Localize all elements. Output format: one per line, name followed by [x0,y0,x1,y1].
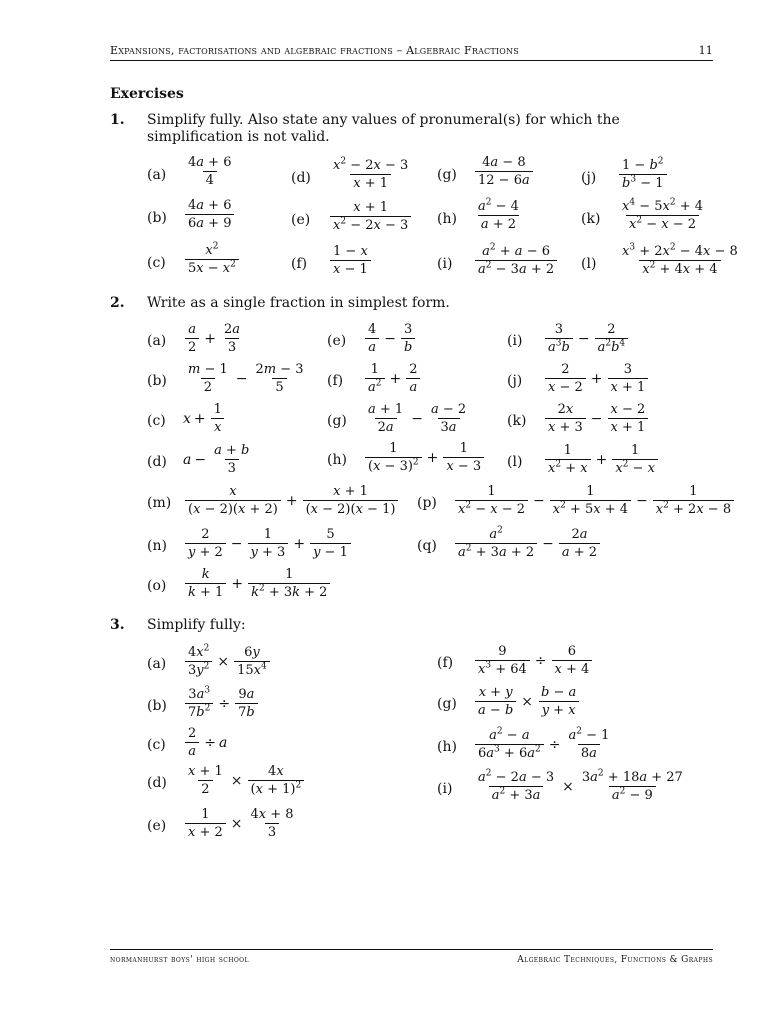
q2-label-m: (m) [147,495,172,511]
q3-label-b: (b) [147,698,167,714]
q2-expr-f: 1 $a^2$ + $\frac{2}{a}$ [363,362,423,395]
q2-label-e: (e) [327,333,347,349]
q3-label-g: (g) [437,696,457,712]
q2-expr-m: x (x − 2)(x + 2) + $\frac{x + 1}{(x - 2)(x - 1)}$ [183,484,400,517]
q3-expr-i: $\frac{a^2 - 2a - 3}{a^2 + 3a}$ × $\frac{3a^2 + 18a + 27}{a^2 - 9}$ [478,768,683,803]
q1-label-b: (b) [147,210,167,226]
q3-label-e: (e) [147,818,167,834]
q1-expr-e: x + 1 $x^2 - 2x - 3$ [328,200,413,233]
q1-label-c: (c) [147,255,166,271]
q3-label-c: (c) [147,737,166,753]
q2-label-i: (i) [507,333,523,349]
q2-expr-d: a − $\frac{a + b}{3}$ [183,443,250,476]
header-title: Expansions, factorisations and algebraic fractions – Algebraic Fractions [110,44,519,57]
q2-label-f: (f) [327,373,344,389]
q2-expr-c: x + $\frac{1}{x}$ [183,402,227,435]
question-1-number: 1. [110,112,125,128]
q1-label-l: (l) [581,256,597,272]
q1-expr-g: 4a − 8 12 − 6a [473,155,535,188]
question-1-text: Simplify fully. Also state any values of pronumeral(s) for which the simplification is not valid. [147,112,620,145]
page-number: 11 [698,44,713,57]
q1-expr-j: $1 - b^2$ $b^3 - 1$ [617,158,669,191]
q1-expr-a: 4a + 6 4 [188,155,232,188]
q2-label-h: (h) [327,452,347,468]
q2-expr-h: 1 $(x - 3)^2$ + $\frac{1}{x - 3}$ [363,441,486,474]
q2-expr-i: 3 $a^3b$ − $\frac{2}{a^2b^4}$ [543,322,630,355]
q3-label-f: (f) [437,655,454,671]
q2-expr-n: 2 y + 2 − $\frac{1}{y + 3}$ + $\frac{5}{y - 1}$ [183,527,353,560]
q1-label-d: (d) [291,170,311,186]
q2-expr-j: 2 x − 2 + $\frac{3}{x + 1}$ [543,362,650,395]
q3-expr-a: $\frac{4x^2}{3y^2}$ × $\frac{6y}{15x^4}$ [183,645,272,678]
q1-expr-c: $x^2$ $5x - x^2$ [183,243,241,276]
q3-expr-h: $\frac{a^2 - a}{6a^3 + 6a^2}$ ÷ $\frac{a^2 - 1}{8a}$ [473,728,614,761]
q2-expr-a: a 2 + $\frac{2a}{3}$ [183,322,245,355]
footer-rule [110,949,713,950]
exercises-heading: Exercises [110,86,184,102]
q1-label-j: (j) [581,170,597,186]
q1-expr-h: $a^2 - 4$ a + 2 [478,197,519,232]
q1-expr-k: $x^4 - 5x^2 + 4$ $x^2 - x - 2$ [622,197,704,232]
q3-label-h: (h) [437,739,457,755]
q2-label-d: (d) [147,454,167,470]
question-2-number: 2. [110,295,125,311]
q1-expr-d: $x^2 - 2x - 3$ x + 1 [333,156,409,191]
q1-label-k: (k) [581,211,601,227]
q2-label-l: (l) [507,454,523,470]
q3-expr-c: $\frac{2}{a}$ ÷ a [183,726,227,759]
footer-course: Algebraic Techniques, Functions & Graphs [517,955,713,965]
q2-expr-b: m − 1 2 − $\frac{2m - 3}{5}$ [188,362,304,395]
q2-label-p: (p) [417,495,437,511]
q3-label-i: (i) [437,781,453,797]
q2-label-o: (o) [147,578,167,594]
q1-expr-f: 1 − x x − 1 [328,244,373,277]
q2-label-c: (c) [147,413,166,429]
q1-expr-l: $x^3 + 2x^2 - 4x - 8$ $x^2 + 4x + 4$ [622,242,738,277]
q2-expr-q: $a^2$ $a^2 + 3a + 2$ − $\frac{2a}{a + 2}$ [453,527,602,560]
q2-label-b: (b) [147,373,167,389]
page-header [110,44,713,57]
question-3-text: Simplify fully: [147,617,246,633]
q2-label-k: (k) [507,413,527,429]
q1-label-f: (f) [291,256,308,272]
q3-expr-e: $\frac{1}{x + 2}$ × $\frac{4x + 8}{3}$ [183,807,299,840]
q2-label-q: (q) [417,538,437,554]
q1-label-g: (g) [437,167,457,183]
q3-expr-g: $\frac{x + y}{a - b}$ × $\frac{b - a}{y + x}$ [473,685,581,718]
page-footer [110,955,713,965]
q2-expr-o: k k + 1 + $\frac{1}{k^2 + 3k + 2}$ [183,567,332,600]
question-3-number: 3. [110,617,125,633]
q2-expr-e: 4 a − $\frac{3}{b}$ [363,322,417,355]
q3-expr-d: $\frac{x + 1}{2}$ × $\frac{4x}{(x + 1)^2}$ [183,764,306,797]
q3-label-a: (a) [147,656,167,672]
footer-school: normanhurst boys' high school [110,955,249,965]
q2-label-j: (j) [507,373,523,389]
q2-label-a: (a) [147,333,167,349]
q3-expr-b: $\frac{3a^3}{7b^2}$ ÷ $\frac{9a}{7b}$ [183,687,260,720]
header-rule [110,60,713,61]
q1-expr-b: 4a + 6 6a + 9 [183,198,236,231]
q2-label-g: (g) [327,413,347,429]
q1-label-e: (e) [291,212,311,228]
q1-expr-i: $a^2 + a - 6$ $a^2 - 3a + 2$ [473,244,559,277]
question-2-text: Write as a single fraction in simplest form. [147,295,450,311]
q2-expr-g: a + 1 2a − $\frac{a - 2}{3a}$ [368,402,467,435]
q3-label-d: (d) [147,775,167,791]
q2-expr-p: 1 $x^2 - x - 2$ − $\frac{1}{x^2 + 5x + 4}$ − $\frac{1}{x^2 + 2x - 8}$ [453,484,736,517]
q3-expr-f: $\frac{9}{x^3 + 64}$ ÷ $\frac{6}{x + 4}$ [473,644,594,677]
q1-label-a: (a) [147,167,167,183]
q1-label-h: (h) [437,211,457,227]
q2-expr-k: 2x x + 3 − $\frac{x - 2}{x + 1}$ [543,402,650,435]
q1-label-i: (i) [437,256,453,272]
q2-label-n: (n) [147,538,167,554]
q2-expr-l: 1 $x^2 + x$ + $\frac{1}{x^2 - x}$ [543,443,660,476]
